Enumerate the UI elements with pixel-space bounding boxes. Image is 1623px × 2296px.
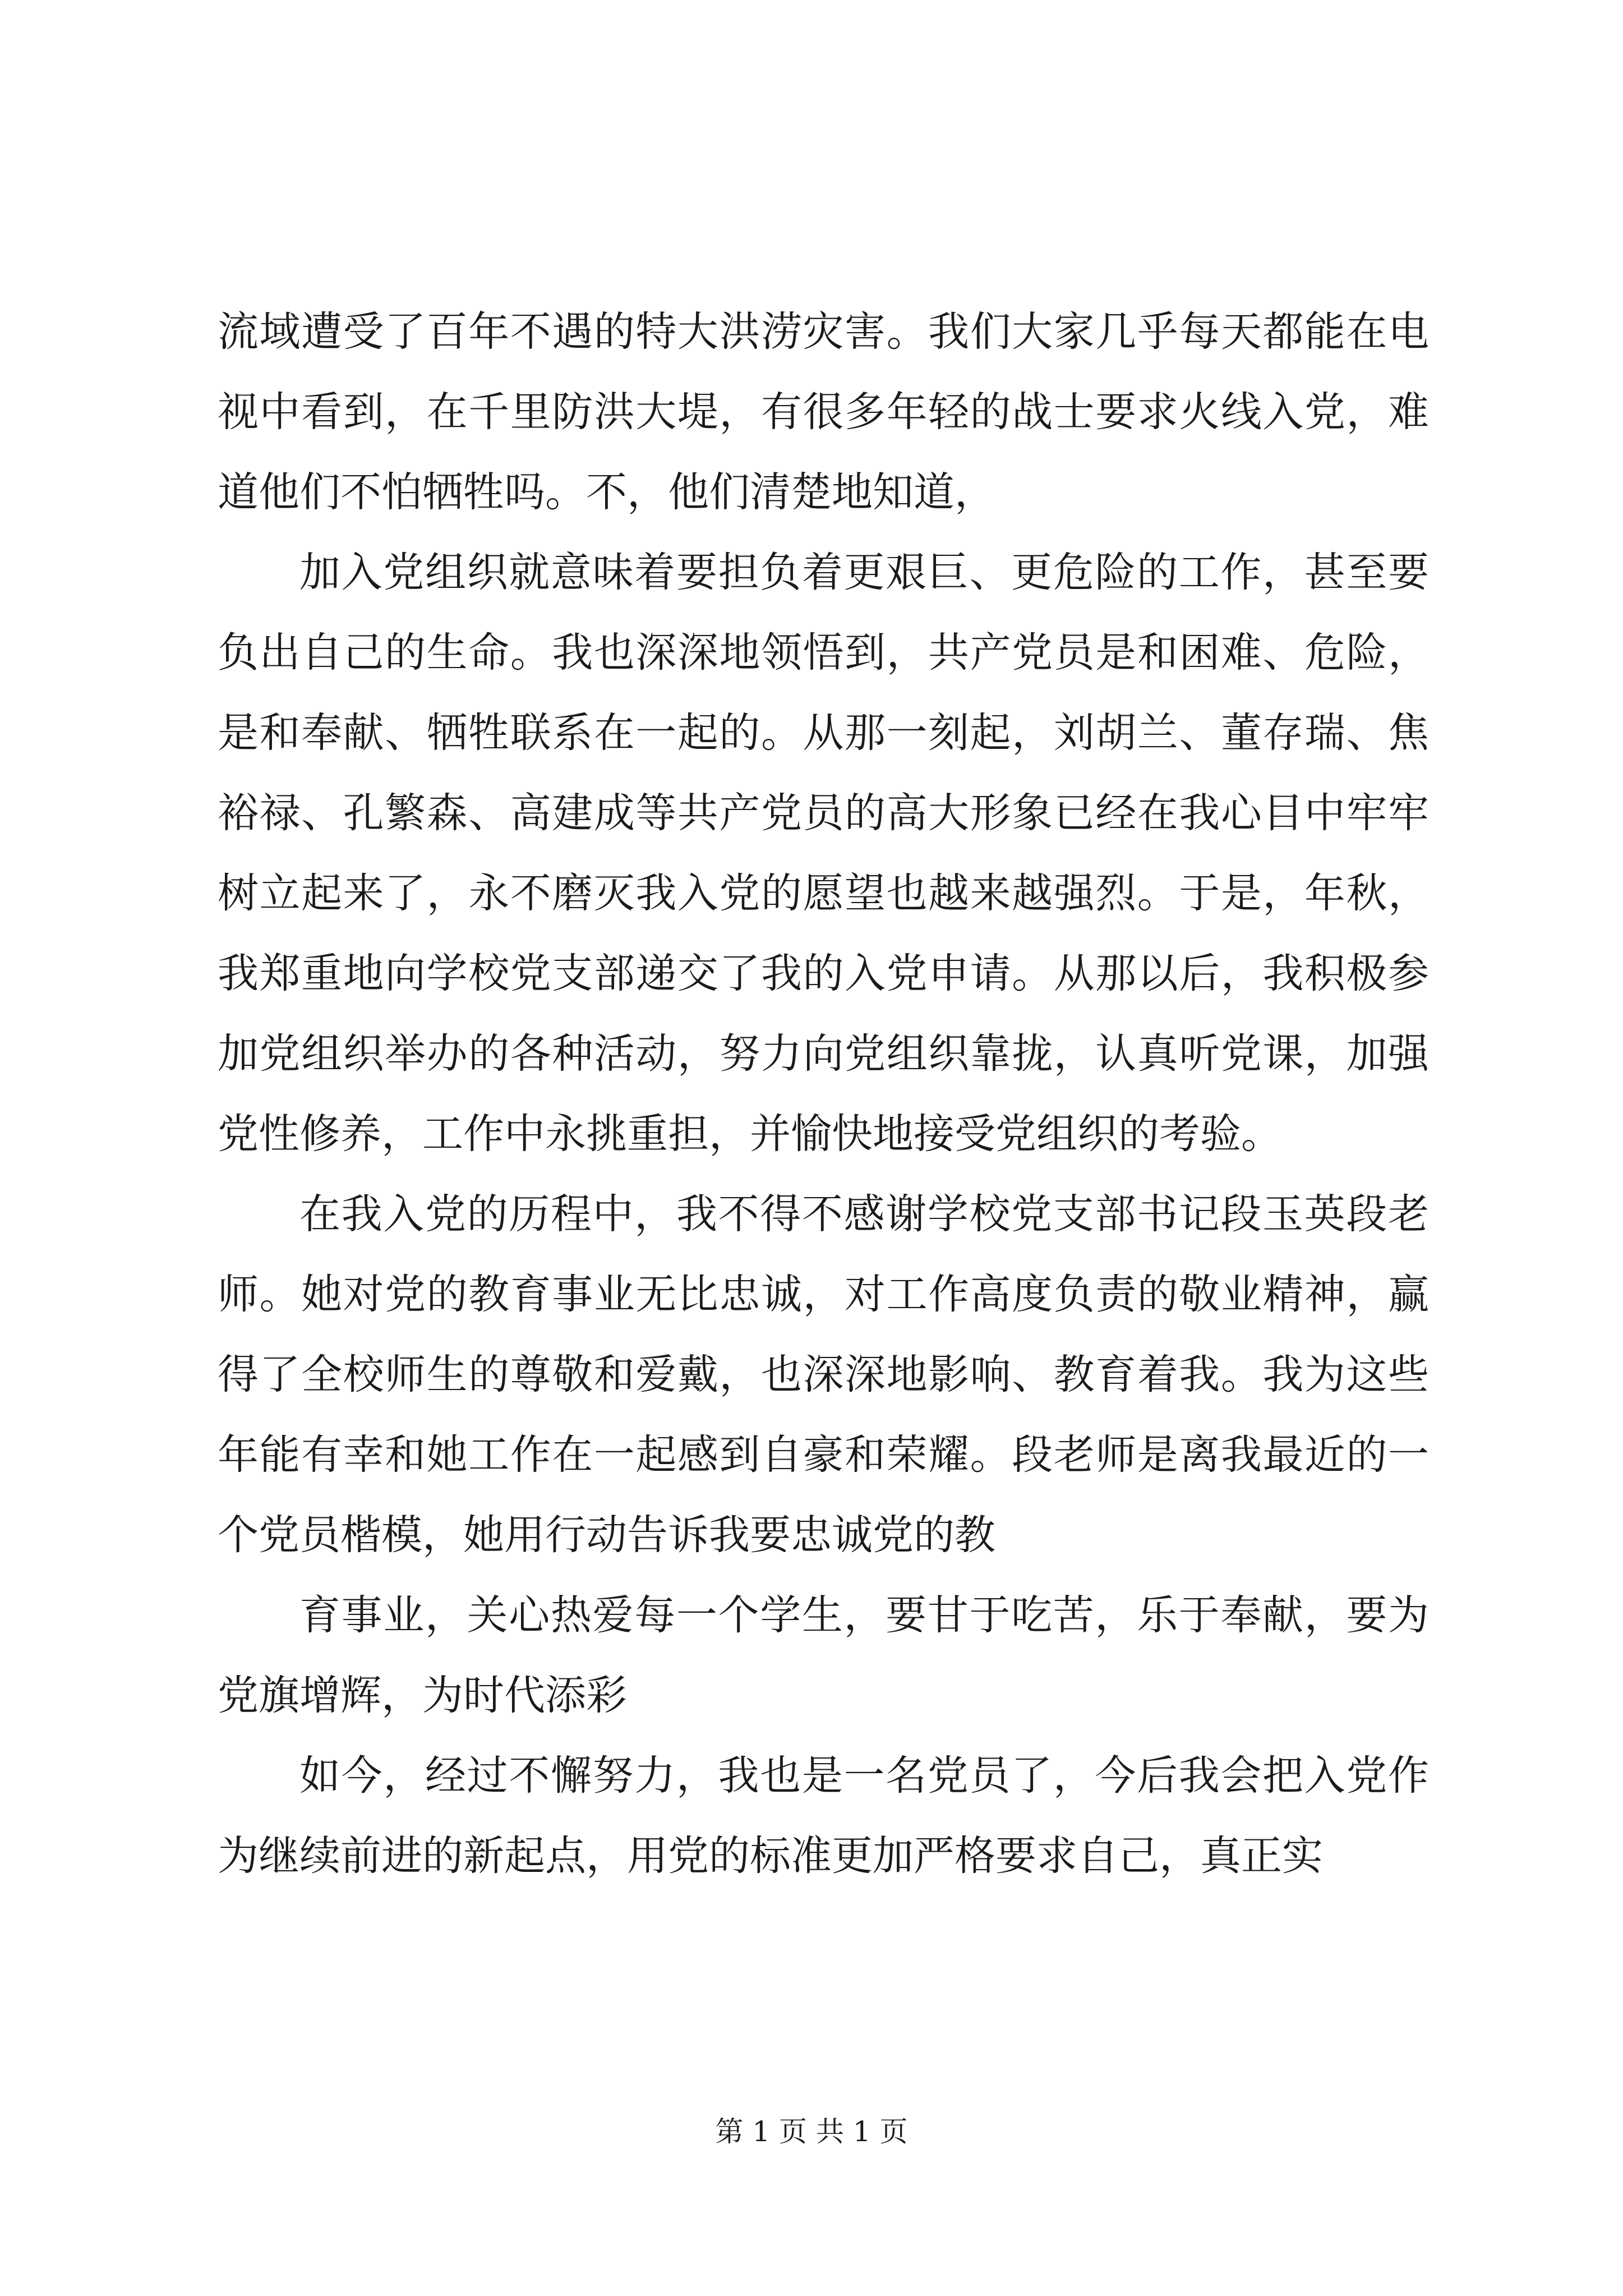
paragraph-5: 如今，经过不懈努力，我也是一名党员了，今后我会把入党作为继续前进的新起点，用党的标准更加严格要求自己，真正实 xyxy=(218,1752,1429,1880)
paragraph-1: 流域遭受了百年不遇的特大洪涝灾害。我们大家几乎每天都能在电视中看到，在千里防洪大堤，有很多年轻的战士要求火线入党，难道他们不怕牺牲吗。不，他们清楚地知道， xyxy=(218,308,1429,516)
paragraph-2: 加入党组织就意味着要担负着更艰巨、更危险的工作，甚至要负出自己的生命。我也深深地领悟到，共产党员是和困难、危险，是和奉献、牺牲联系在一起的。从那一刻起，刘胡兰、董存瑞、焦裕禄、孔繁森、高建成等共产党员的高大形象已经在我心目中牢牢树立起来了，永不磨灭我入党的愿望也越来越强烈。于是，年秋，我郑重地向学校党支部递交了我的入党申请。从那以后，我积极参加党组织举办的各种活动，努力向党组织靠拢，认真听党课，加强党性修养，工作中永挑重担，并愉快地接受党组织的考验。 xyxy=(218,549,1429,1158)
paragraph-3: 在我入党的历程中，我不得不感谢学校党支部书记段玉英段老师。她对党的教育事业无比忠诚，对工作高度负责的敬业精神，赢得了全校师生的尊敬和爱戴，也深深地影响、教育着我。我为这些年能有幸和她工作在一起感到自豪和荣耀。段老师是离我最近的一个党员楷模，她用行动告诉我要忠诚党的教 xyxy=(218,1190,1429,1559)
paragraph-4: 育事业，关心热爱每一个学生，要甘于吃苦，乐于奉献，要为党旗增辉，为时代添彩 xyxy=(218,1591,1429,1719)
page-footer: 第 1 页 共 1 页 xyxy=(715,2115,908,2148)
document-body xyxy=(218,292,1429,1896)
